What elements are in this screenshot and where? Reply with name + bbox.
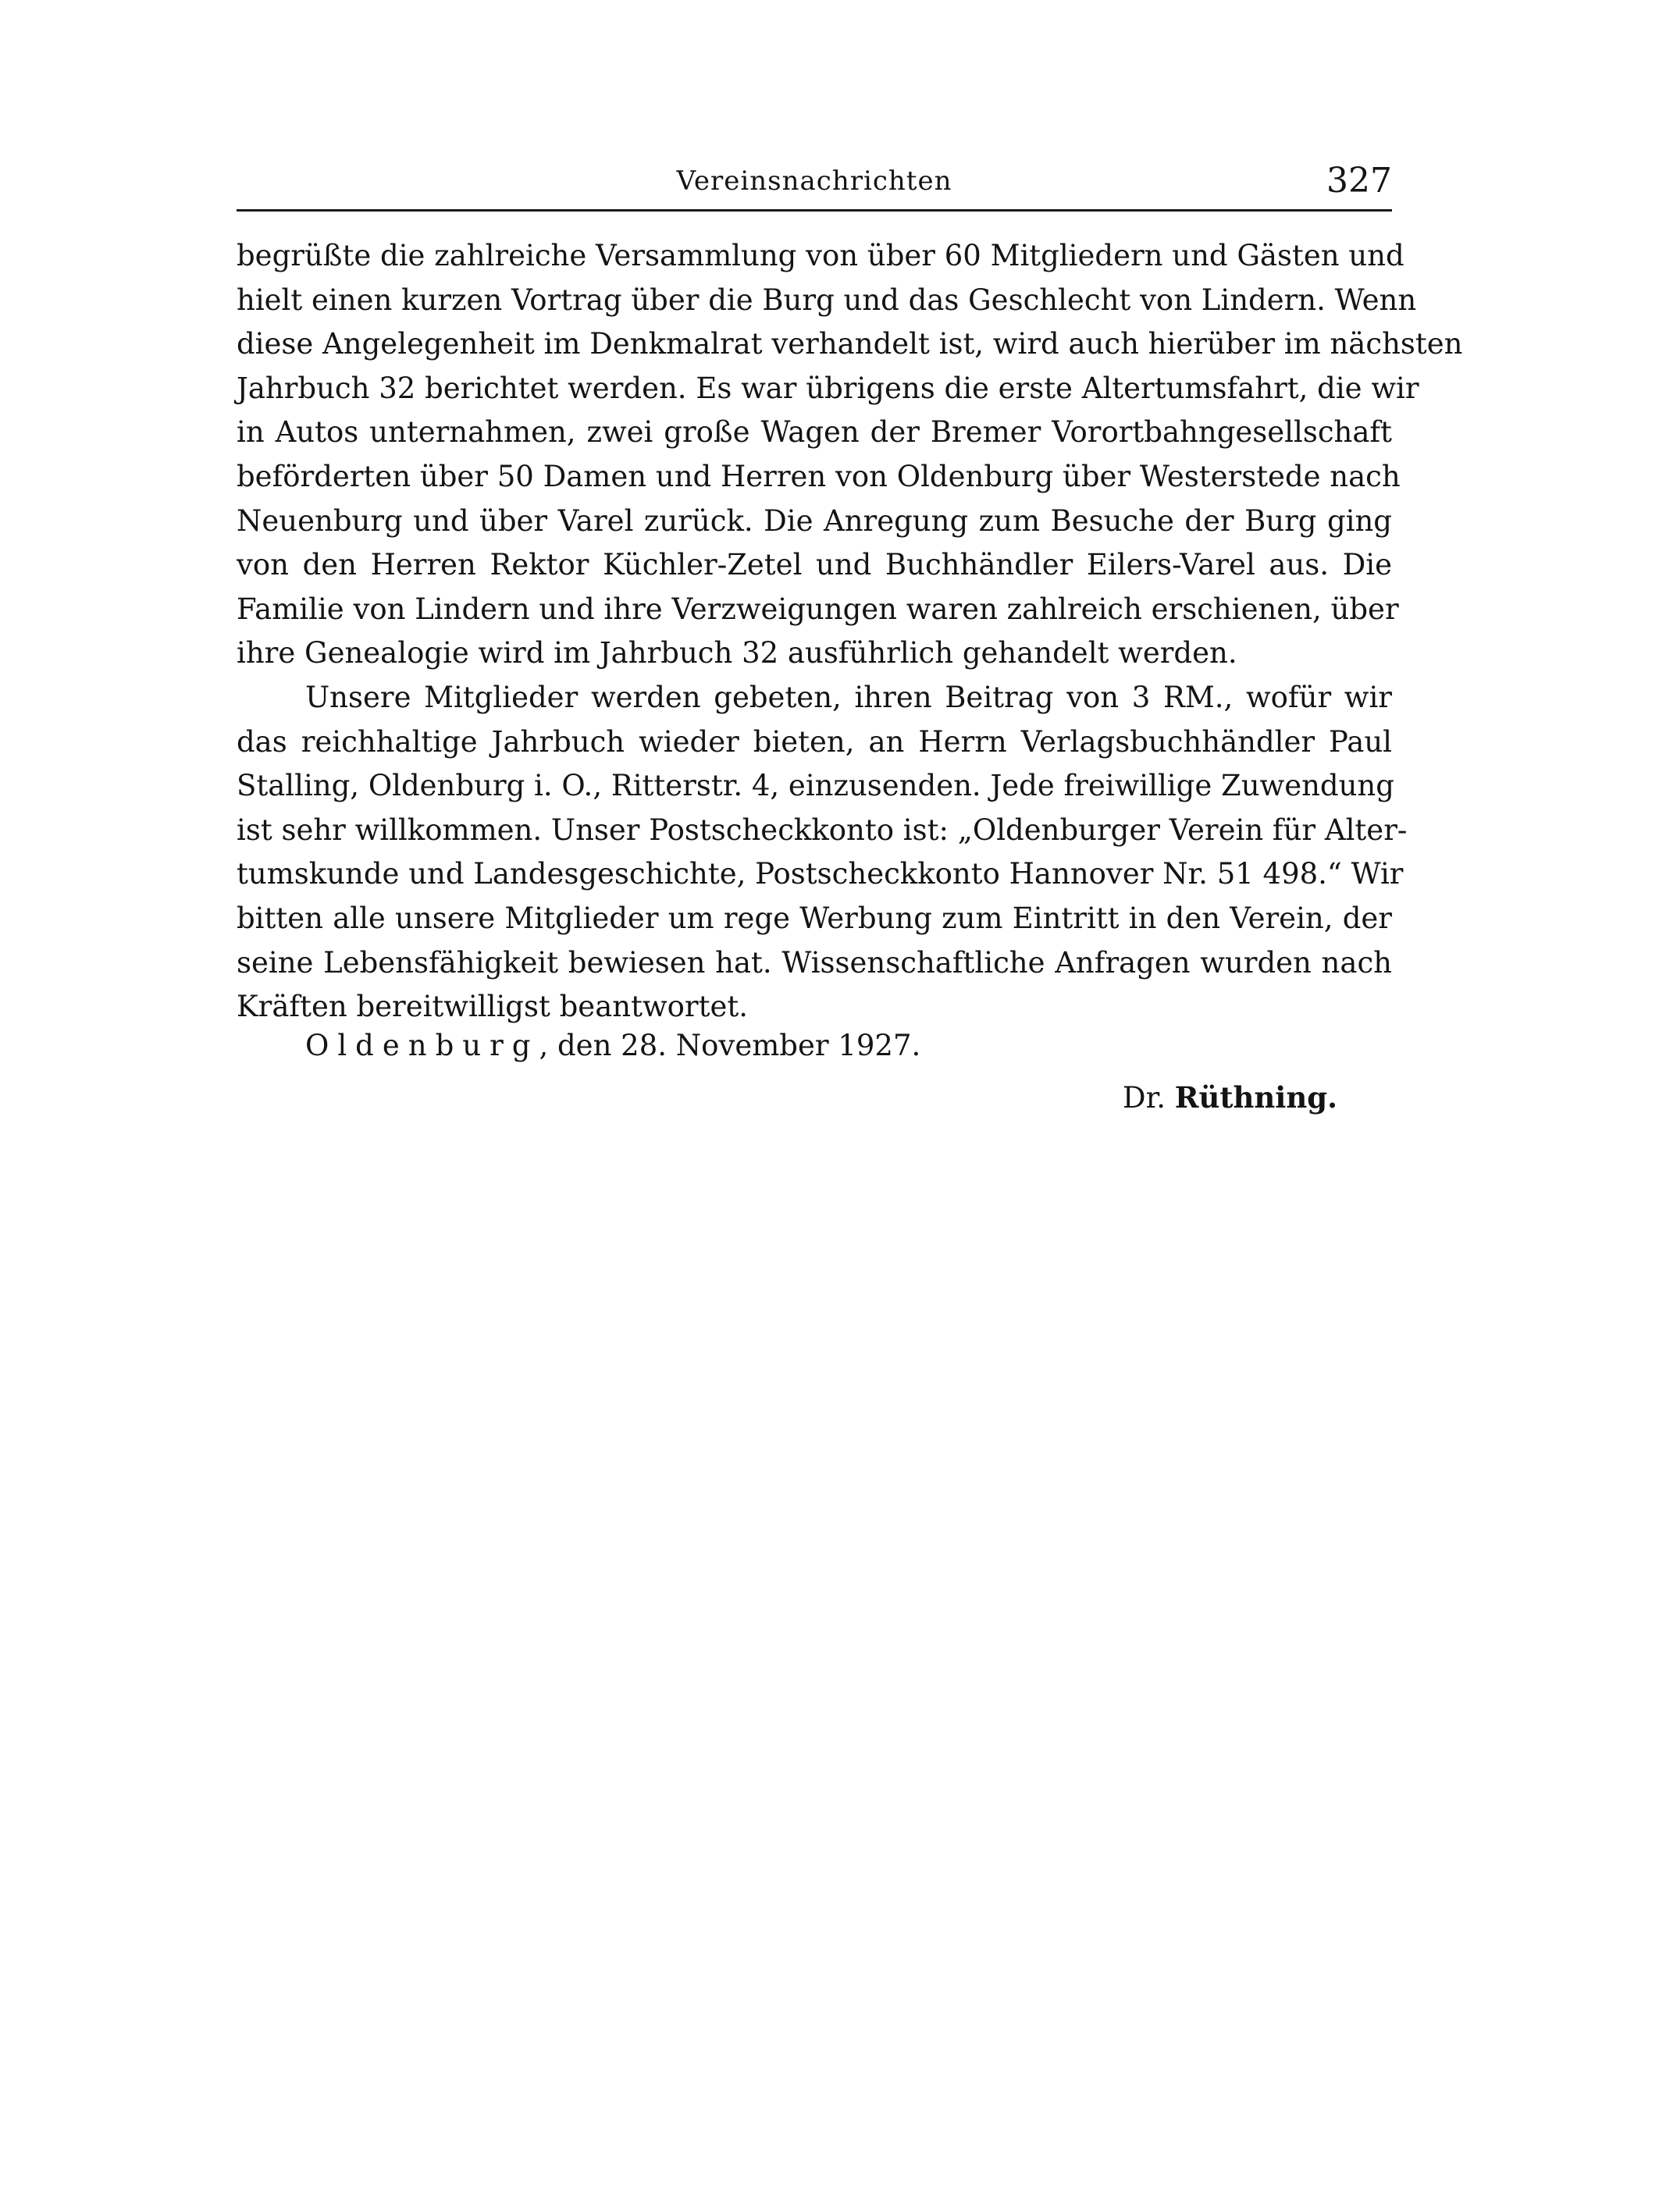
text-line: Kräften bereitwilligst beantwortet.: [237, 990, 748, 1024]
text-line: diese Angelegenheit im Denkmalrat verhandelt ist, wird auch hierüber im nächsten: [237, 327, 1463, 361]
text-line: ist sehr willkommen. Unser Postscheckkonto ist: „Oldenburger Verein für Alter-: [237, 813, 1408, 847]
text-line: tumskunde und Landesgeschichte, Postscheckkonto Hannover Nr. 51 498.“ Wir: [237, 857, 1404, 891]
text-line: das reichhaltige Jahrbuch wieder bieten, an Herrn Verlagsbuchhändler Paul: [237, 724, 1392, 759]
text-line: seine Lebensfähigkeit bewiesen hat. Wissenschaftliche Anfragen wurden nach: [237, 945, 1392, 980]
text-line: bitten alle unsere Mitglieder um rege Werbung zum Eintritt in den Verein, der: [237, 901, 1392, 935]
text-line: in Autos unternahmen, zwei große Wagen der Bremer Vorortbahngesellschaft: [237, 415, 1392, 450]
signature: [1123, 1076, 1337, 1120]
text-line: Jahrbuch 32 berichtet werden. Es war übrigens die erste Altertumsfahrt, die wir: [237, 371, 1419, 405]
text-line: von den Herren Rektor Küchler-Zetel und Buchhändler Eilers-Varel aus. Die: [237, 548, 1392, 582]
dateline: [305, 1024, 920, 1068]
text-line: Familie von Lindern und ihre Verzweigungen waren zahlreich erschienen, über: [237, 592, 1399, 626]
text-line: Stalling, Oldenburg i. O., Ritterstr. 4, einzusenden. Jede freiwillige Zuwendung: [237, 769, 1394, 803]
text-line: Unsere Mitglieder werden gebeten, ihren Beitrag von 3 RM., wofür wir: [305, 680, 1392, 714]
signature-name: Rüthning.: [1174, 1080, 1337, 1115]
text-line: Neuenburg und über Varel zurück. Die Anregung zum Besuche der Burg ging: [237, 503, 1392, 538]
dateline-date: , den 28. November 1927.: [539, 1029, 921, 1062]
signature-title: Dr.: [1122, 1081, 1166, 1115]
header-rule: [237, 209, 1392, 212]
dateline-place: Oldenburg: [305, 1029, 539, 1062]
text-line: ihre Genealogie wird im Jahrbuch 32 ausführlich gehandelt werden.: [237, 636, 1237, 670]
text-line: beförderten über 50 Damen und Herren von Oldenburg über Westerstede nach: [237, 459, 1401, 493]
running-title: Vereinsnachrichten: [676, 165, 952, 197]
text-line: begrüßte die zahlreiche Versammlung von über 60 Mitgliedern und Gästen und: [237, 239, 1404, 272]
text-line: hielt einen kurzen Vortrag über die Burg und das Geschlecht von Lindern. Wenn: [237, 283, 1417, 317]
body-text: [237, 234, 1463, 1030]
running-header: [237, 156, 1392, 203]
page-number: 327: [1326, 161, 1392, 201]
